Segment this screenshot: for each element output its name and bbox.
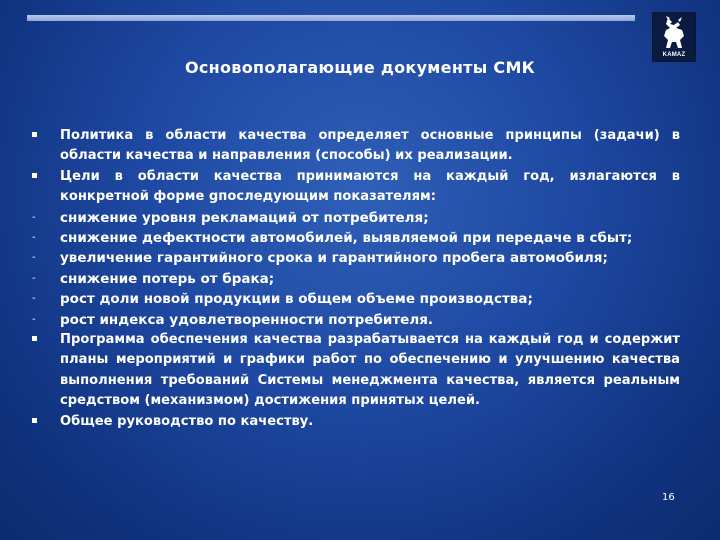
bullet-dash-icon: - [32,293,36,305]
list-item: - снижение дефектности автомобилей, выявляемой при передаче в сбыт; [32,230,633,247]
page-number: 16 [662,492,675,503]
list-item: - рост индекса удовлетворенности потребителя. [32,311,434,328]
list-item: Цели в области качества принимаются на каждый год, излагаются в конкретной форме gпоследующим показателям: [60,168,680,205]
list-item: Общее руководство по качеству. [60,413,314,429]
top-decorative-bar [27,15,635,21]
slide-title: Основополагающие документы СМК [184,58,536,77]
list-item: - рост доли новой продукции в общем объеме производства; [32,291,533,308]
list-item: - снижение уровня рекламаций от потребителя; [32,209,429,226]
slide-body [30,126,680,432]
bullet-dash-icon: - [32,232,36,244]
list-item: Программа обеспечения качества разрабатывается на каждый год и содержит планы мероприятий и графики работ по обеспечению и улучшению качества выполнения требований Системы менеджмента качества, является реальным средством (механизмом) достижения принятых целей. [60,332,680,409]
logo-brand-text: KAMAZ [662,52,686,58]
list-item: - снижение потерь от брака; [32,270,275,287]
kamaz-logo [652,12,696,62]
list-item: - увеличение гарантийного срока и гарантийного пробега автомобиля; [32,250,608,267]
list-item: Политика в области качества определяет основные принципы (задачи) в области качества и направления (способы) их реализации. [60,128,680,164]
bullet-dash-icon: - [32,272,36,284]
deer-emblem-icon [658,16,690,50]
bullet-dash-icon: - [32,211,36,223]
bullet-dash-icon: - [32,252,36,264]
bullet-dash-icon: - [32,313,36,325]
